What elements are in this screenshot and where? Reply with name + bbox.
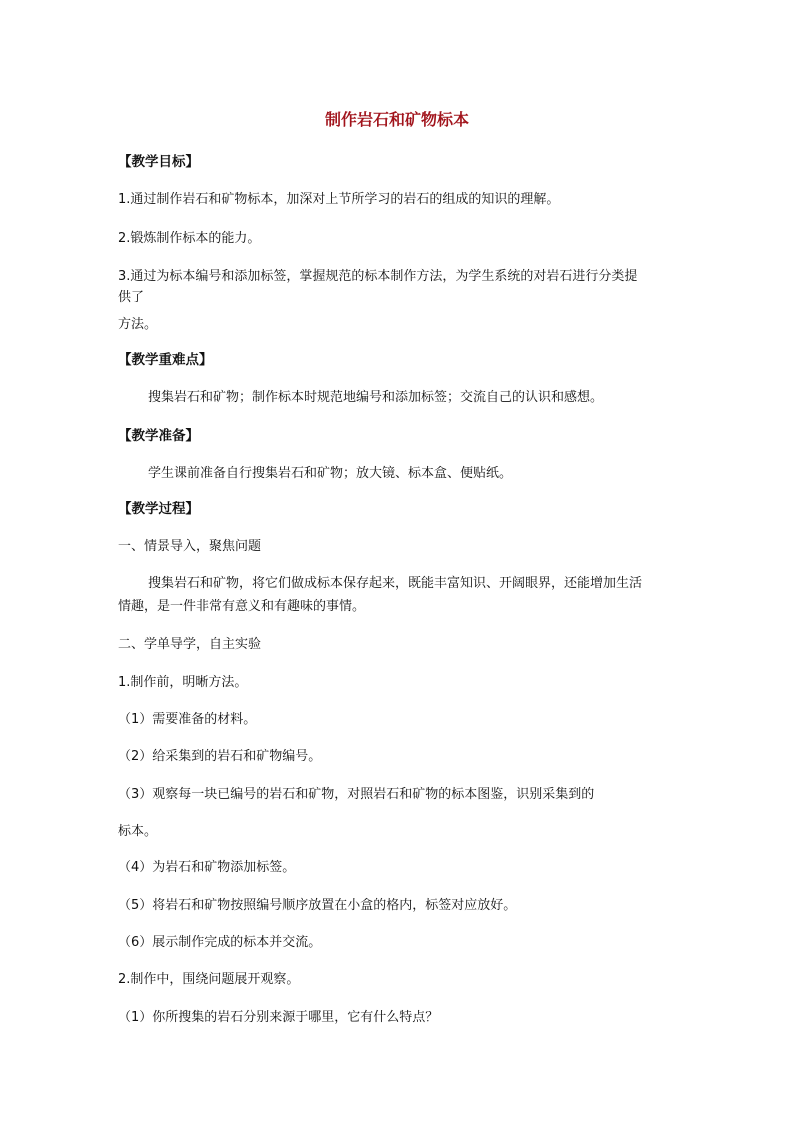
part-1-text-line-2: 情趣，是一件非常有意义和有趣味的事情。 (118, 599, 366, 614)
step-1-title: 1.制作前，明晰方法。 (118, 675, 248, 690)
list-item: （1）你所搜集的岩石分别来源于哪里，它有什么特点？ (118, 1010, 439, 1025)
list-item: （2）给采集到的岩石和矿物编号。 (118, 749, 322, 764)
step-2-title: 2.制作中，围绕问题展开观察。 (118, 972, 300, 987)
goal-3-line-2: 供了 (118, 290, 145, 305)
list-item: 标本。 (118, 824, 158, 839)
part-1-title: 一、情景导入，聚焦问题 (118, 539, 262, 554)
list-item: （4）为岩石和矿物添加标签。 (118, 860, 296, 875)
part-2-title: 二、学单导学，自主实验 (118, 637, 262, 652)
process-heading: 【教学过程】 (118, 501, 199, 517)
preparation-heading: 【教学准备】 (118, 428, 199, 444)
goal-3-line-3: 方法。 (118, 317, 158, 332)
goal-1: 1.通过制作岩石和矿物标本，加深对上节所学习的岩石的组成的知识的理解。 (118, 192, 560, 207)
goal-2: 2.锻炼制作标本的能力。 (118, 231, 261, 246)
page-title: 制作岩石和矿物标本 (324, 110, 469, 129)
list-item: （1）需要准备的材料。 (118, 712, 257, 727)
goal-3-line-1: 3.通过为标本编号和添加标签，掌握规范的标本制作方法，为学生系统的对岩石进行分类提 (118, 269, 638, 284)
list-item: （5）将岩石和矿物按照编号顺序放置在小盒的格内，标签对应放好。 (118, 898, 517, 913)
part-1-text-line-1: 搜集岩石和矿物，将它们做成标本保存起来，既能丰富知识、开阔眼界，还能增加生活 (148, 576, 643, 591)
key-points-text: 搜集岩石和矿物；制作标本时规范地编号和添加标签；交流自己的认识和感想。 (148, 390, 604, 405)
goals-heading: 【教学目标】 (118, 154, 199, 170)
key-points-heading: 【教学重难点】 (118, 352, 213, 368)
list-item: （3）观察每一块已编号的岩石和矿物，对照岩石和矿物的标本图鉴，识别采集到的 (118, 787, 595, 802)
list-item: （6）展示制作完成的标本并交流。 (118, 935, 322, 950)
preparation-text: 学生课前准备自行搜集岩石和矿物；放大镜、标本盒、便贴纸。 (148, 466, 513, 481)
